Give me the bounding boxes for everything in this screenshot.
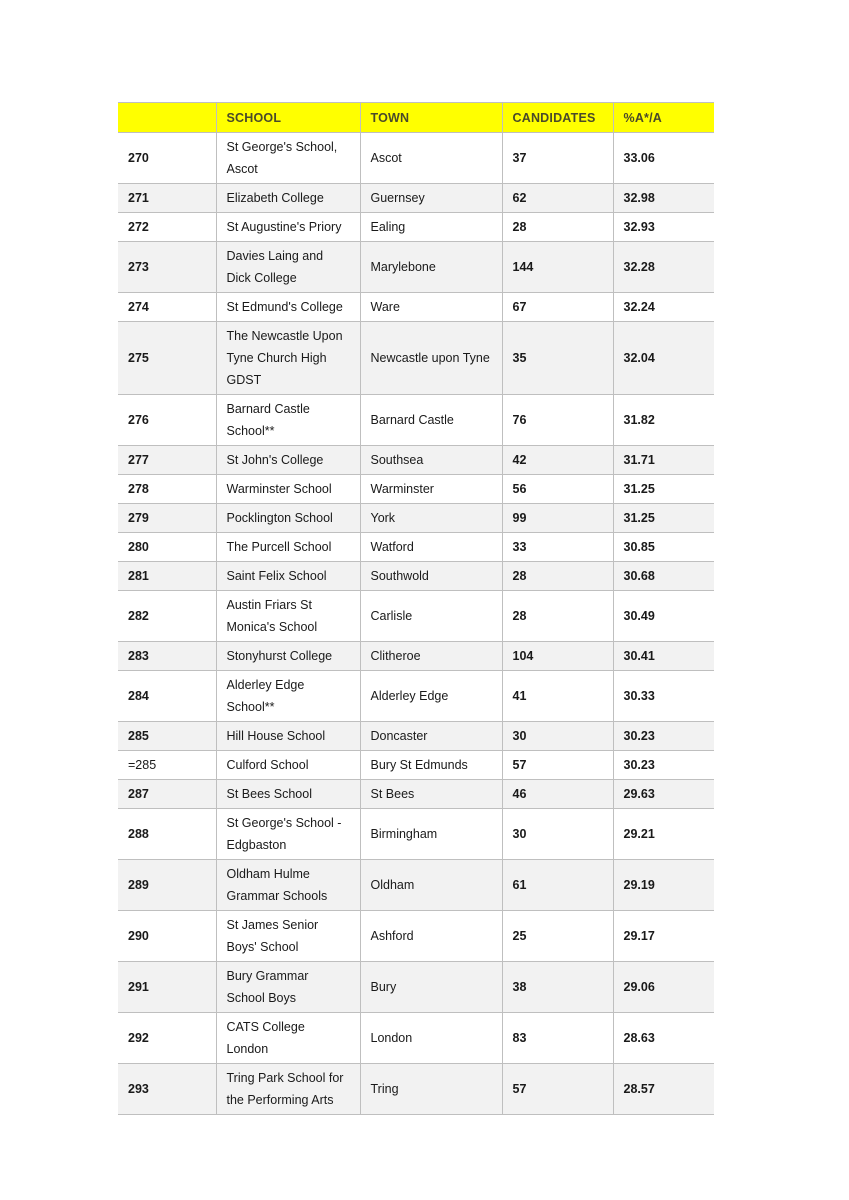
cell-candidates: 67: [502, 293, 613, 322]
cell-candidates: 37: [502, 133, 613, 184]
table-row: [118, 293, 714, 322]
results-page: [118, 102, 714, 1115]
cell-percent: 31.82: [613, 395, 714, 446]
cell-percent: 32.98: [613, 184, 714, 213]
cell-rank: 274: [118, 293, 216, 322]
cell-town: Barnard Castle: [360, 395, 502, 446]
cell-school: St John's College: [216, 446, 360, 475]
cell-school: Davies Laing and Dick College: [216, 242, 360, 293]
cell-percent: 30.23: [613, 751, 714, 780]
cell-percent: 28.57: [613, 1064, 714, 1115]
cell-school: CATS College London: [216, 1013, 360, 1064]
cell-candidates: 99: [502, 504, 613, 533]
cell-school: Saint Felix School: [216, 562, 360, 591]
cell-candidates: 33: [502, 533, 613, 562]
cell-rank: 276: [118, 395, 216, 446]
cell-school: Alderley Edge School**: [216, 671, 360, 722]
cell-school: Pocklington School: [216, 504, 360, 533]
header-rank: [118, 103, 216, 133]
cell-candidates: 57: [502, 1064, 613, 1115]
table-row: [118, 213, 714, 242]
cell-town: Ware: [360, 293, 502, 322]
cell-rank: 289: [118, 860, 216, 911]
cell-rank: 291: [118, 962, 216, 1013]
cell-town: Bury St Edmunds: [360, 751, 502, 780]
cell-town: Guernsey: [360, 184, 502, 213]
cell-percent: 30.41: [613, 642, 714, 671]
cell-candidates: 56: [502, 475, 613, 504]
cell-rank: 292: [118, 1013, 216, 1064]
cell-rank: 272: [118, 213, 216, 242]
cell-town: Ascot: [360, 133, 502, 184]
cell-percent: 32.04: [613, 322, 714, 395]
cell-town: York: [360, 504, 502, 533]
cell-rank: 270: [118, 133, 216, 184]
cell-rank: 281: [118, 562, 216, 591]
table-row: [118, 133, 714, 184]
cell-school: Warminster School: [216, 475, 360, 504]
cell-candidates: 42: [502, 446, 613, 475]
cell-rank: 290: [118, 911, 216, 962]
cell-rank: 279: [118, 504, 216, 533]
cell-percent: 30.23: [613, 722, 714, 751]
table-row: [118, 642, 714, 671]
cell-school: Barnard Castle School**: [216, 395, 360, 446]
cell-rank: 278: [118, 475, 216, 504]
cell-percent: 30.85: [613, 533, 714, 562]
cell-percent: 30.68: [613, 562, 714, 591]
cell-town: Watford: [360, 533, 502, 562]
cell-percent: 31.25: [613, 504, 714, 533]
cell-school: Stonyhurst College: [216, 642, 360, 671]
cell-school: St James Senior Boys' School: [216, 911, 360, 962]
cell-percent: 32.24: [613, 293, 714, 322]
cell-school: St Bees School: [216, 780, 360, 809]
cell-percent: 32.93: [613, 213, 714, 242]
cell-candidates: 25: [502, 911, 613, 962]
table-row: [118, 1013, 714, 1064]
cell-percent: 29.17: [613, 911, 714, 962]
cell-candidates: 30: [502, 722, 613, 751]
cell-school: St Augustine's Priory: [216, 213, 360, 242]
cell-percent: 28.63: [613, 1013, 714, 1064]
cell-rank: 284: [118, 671, 216, 722]
cell-candidates: 28: [502, 591, 613, 642]
cell-percent: 29.21: [613, 809, 714, 860]
cell-school: Austin Friars St Monica's School: [216, 591, 360, 642]
cell-rank: 271: [118, 184, 216, 213]
school-results-table: [118, 102, 714, 1115]
table-row: [118, 475, 714, 504]
table-row: [118, 533, 714, 562]
cell-rank: 293: [118, 1064, 216, 1115]
table-row: [118, 911, 714, 962]
header-row: [118, 103, 714, 133]
cell-rank: 285: [118, 722, 216, 751]
cell-percent: 31.71: [613, 446, 714, 475]
table-row: [118, 751, 714, 780]
table-row: [118, 671, 714, 722]
cell-school: The Purcell School: [216, 533, 360, 562]
cell-town: Newcastle upon Tyne: [360, 322, 502, 395]
cell-rank: 282: [118, 591, 216, 642]
cell-school: St Edmund's College: [216, 293, 360, 322]
cell-candidates: 38: [502, 962, 613, 1013]
cell-rank: 280: [118, 533, 216, 562]
cell-candidates: 104: [502, 642, 613, 671]
header-town: TOWN: [360, 103, 502, 133]
cell-candidates: 28: [502, 562, 613, 591]
cell-candidates: 61: [502, 860, 613, 911]
table-row: [118, 962, 714, 1013]
cell-town: London: [360, 1013, 502, 1064]
cell-school: Bury Grammar School Boys: [216, 962, 360, 1013]
table-row: [118, 242, 714, 293]
cell-town: Bury: [360, 962, 502, 1013]
header-school: SCHOOL: [216, 103, 360, 133]
header-candidates: CANDIDATES: [502, 103, 613, 133]
cell-town: Southsea: [360, 446, 502, 475]
cell-rank: =285: [118, 751, 216, 780]
cell-percent: 33.06: [613, 133, 714, 184]
cell-candidates: 76: [502, 395, 613, 446]
cell-town: Tring: [360, 1064, 502, 1115]
cell-school: Culford School: [216, 751, 360, 780]
cell-school: St George's School, Ascot: [216, 133, 360, 184]
table-row: [118, 809, 714, 860]
cell-rank: 275: [118, 322, 216, 395]
table-row: [118, 722, 714, 751]
cell-percent: 31.25: [613, 475, 714, 504]
cell-percent: 30.33: [613, 671, 714, 722]
table-header: [118, 103, 714, 133]
cell-rank: 283: [118, 642, 216, 671]
cell-town: Marylebone: [360, 242, 502, 293]
table-row: [118, 184, 714, 213]
cell-rank: 273: [118, 242, 216, 293]
table-row: [118, 1064, 714, 1115]
cell-candidates: 57: [502, 751, 613, 780]
cell-town: Ashford: [360, 911, 502, 962]
cell-school: Tring Park School for the Performing Arts: [216, 1064, 360, 1115]
cell-percent: 29.06: [613, 962, 714, 1013]
table-row: [118, 780, 714, 809]
cell-town: Doncaster: [360, 722, 502, 751]
table-body: [118, 133, 714, 1115]
cell-candidates: 28: [502, 213, 613, 242]
cell-rank: 287: [118, 780, 216, 809]
cell-rank: 277: [118, 446, 216, 475]
cell-town: Southwold: [360, 562, 502, 591]
cell-percent: 29.63: [613, 780, 714, 809]
cell-percent: 29.19: [613, 860, 714, 911]
cell-town: Carlisle: [360, 591, 502, 642]
cell-rank: 288: [118, 809, 216, 860]
table-row: [118, 504, 714, 533]
cell-school: St George's School - Edgbaston: [216, 809, 360, 860]
cell-town: St Bees: [360, 780, 502, 809]
table-row: [118, 395, 714, 446]
cell-school: Elizabeth College: [216, 184, 360, 213]
cell-town: Oldham: [360, 860, 502, 911]
cell-candidates: 83: [502, 1013, 613, 1064]
table-row: [118, 591, 714, 642]
cell-candidates: 35: [502, 322, 613, 395]
cell-school: Oldham Hulme Grammar Schools: [216, 860, 360, 911]
cell-candidates: 30: [502, 809, 613, 860]
cell-town: Birmingham: [360, 809, 502, 860]
table-row: [118, 322, 714, 395]
cell-candidates: 41: [502, 671, 613, 722]
table-row: [118, 446, 714, 475]
cell-school: The Newcastle Upon Tyne Church High GDST: [216, 322, 360, 395]
table-row: [118, 860, 714, 911]
cell-school: Hill House School: [216, 722, 360, 751]
cell-town: Clitheroe: [360, 642, 502, 671]
cell-candidates: 144: [502, 242, 613, 293]
header-percent-astar-a: %A*/A: [613, 103, 714, 133]
table-row: [118, 562, 714, 591]
cell-town: Ealing: [360, 213, 502, 242]
cell-town: Warminster: [360, 475, 502, 504]
cell-percent: 32.28: [613, 242, 714, 293]
cell-percent: 30.49: [613, 591, 714, 642]
cell-candidates: 62: [502, 184, 613, 213]
cell-candidates: 46: [502, 780, 613, 809]
cell-town: Alderley Edge: [360, 671, 502, 722]
